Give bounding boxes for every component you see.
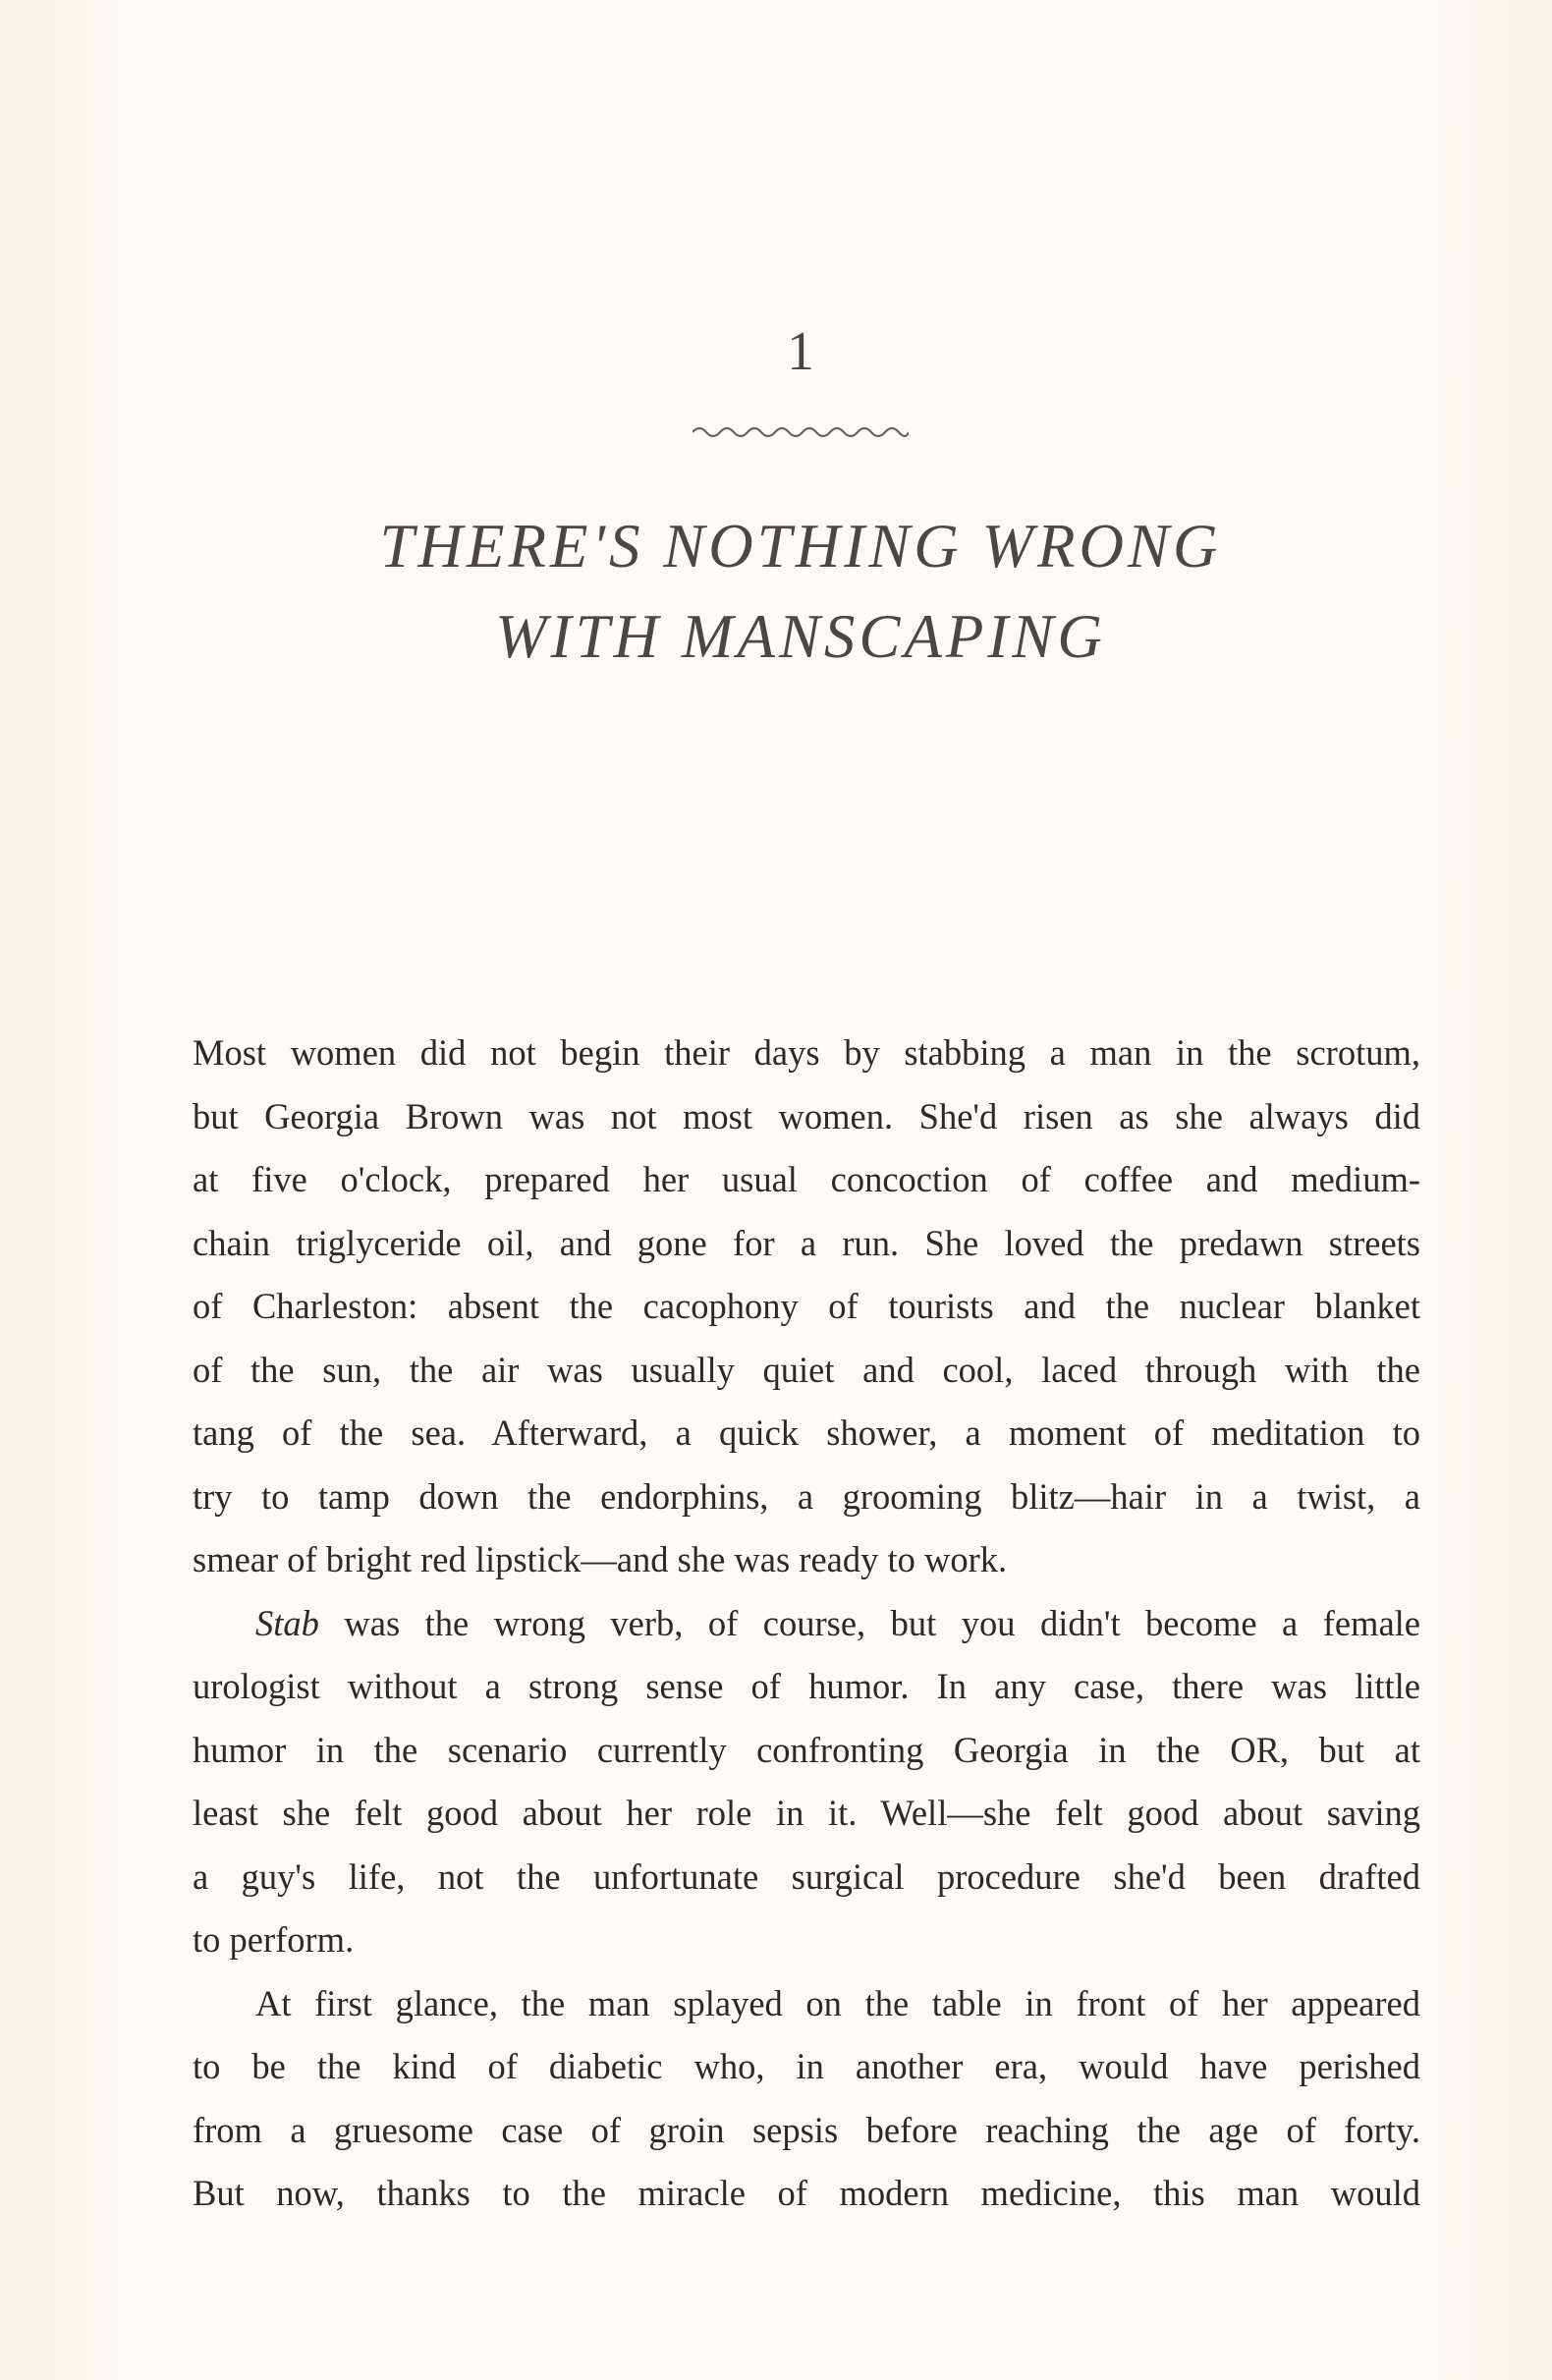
text-line: of the sun, the air was usually quiet and cool, laced through with the — [193, 1349, 1420, 1390]
paragraph-1 — [193, 1022, 1420, 1592]
text-line: to perform. — [193, 1919, 355, 1960]
text-line: least she felt good about her role in it. Well—she felt good about saving — [193, 1793, 1420, 1833]
text-line: of Charleston: absent the cacophony of tourists and the nuclear blanket — [193, 1286, 1420, 1326]
text-line: chain triglyceride oil, and gone for a run. She loved the predawn streets — [193, 1222, 1420, 1263]
text-line: at five o'clock, prepared her usual concoction of coffee and medium- — [193, 1159, 1420, 1199]
text-line: but Georgia Brown was not most women. She'd risen as she always did — [193, 1095, 1420, 1136]
chapter-number: 1 — [787, 321, 814, 382]
text-line — [193, 1592, 1420, 1656]
text-line: a guy's life, not the unfortunate surgical procedure she'd been drafted — [193, 1855, 1420, 1897]
chapter-title — [0, 501, 1552, 682]
body-text — [193, 1022, 1420, 2226]
italic-word: Stab — [255, 1602, 319, 1643]
text-line: urologist without a strong sense of humor. In any case, there was little — [193, 1666, 1420, 1706]
chapter-title-line-1: THERE'S NOTHING WRONG — [379, 512, 1222, 581]
text-line: smear of bright red lipstick—and she was ready to work. — [193, 1539, 1008, 1579]
text-line: Most women did not begin their days by stabbing a man in the scrotum, — [193, 1032, 1420, 1073]
text-line: tang of the sea. Afterward, a quick shower, a moment of meditation to — [193, 1412, 1420, 1453]
text-line: humor in the scenario currently confronting Georgia in the OR, but at — [193, 1729, 1420, 1770]
text-line: But now, thanks to the miracle of modern medicine, this man would — [193, 2173, 1420, 2213]
paragraph-2 — [193, 1592, 1420, 1972]
text-line: from a gruesome case of groin sepsis before reaching the age of forty. — [193, 2109, 1420, 2150]
text-line-rest: was the wrong verb, of course, but you didn't become a female — [318, 1602, 1420, 1643]
paragraph-3 — [193, 1972, 1420, 2226]
text-line: At first glance, the man splayed on the table in front of her appeared — [255, 1982, 1420, 2023]
chapter-title-line-2: WITH MANSCAPING — [495, 602, 1106, 671]
text-line: try to tamp down the endorphins, a grooming blitz—hair in a twist, a — [193, 1475, 1420, 1517]
wave-ornament-icon — [693, 420, 909, 444]
text-line: to be the kind of diabetic who, in another era, would have perished — [193, 2046, 1420, 2086]
